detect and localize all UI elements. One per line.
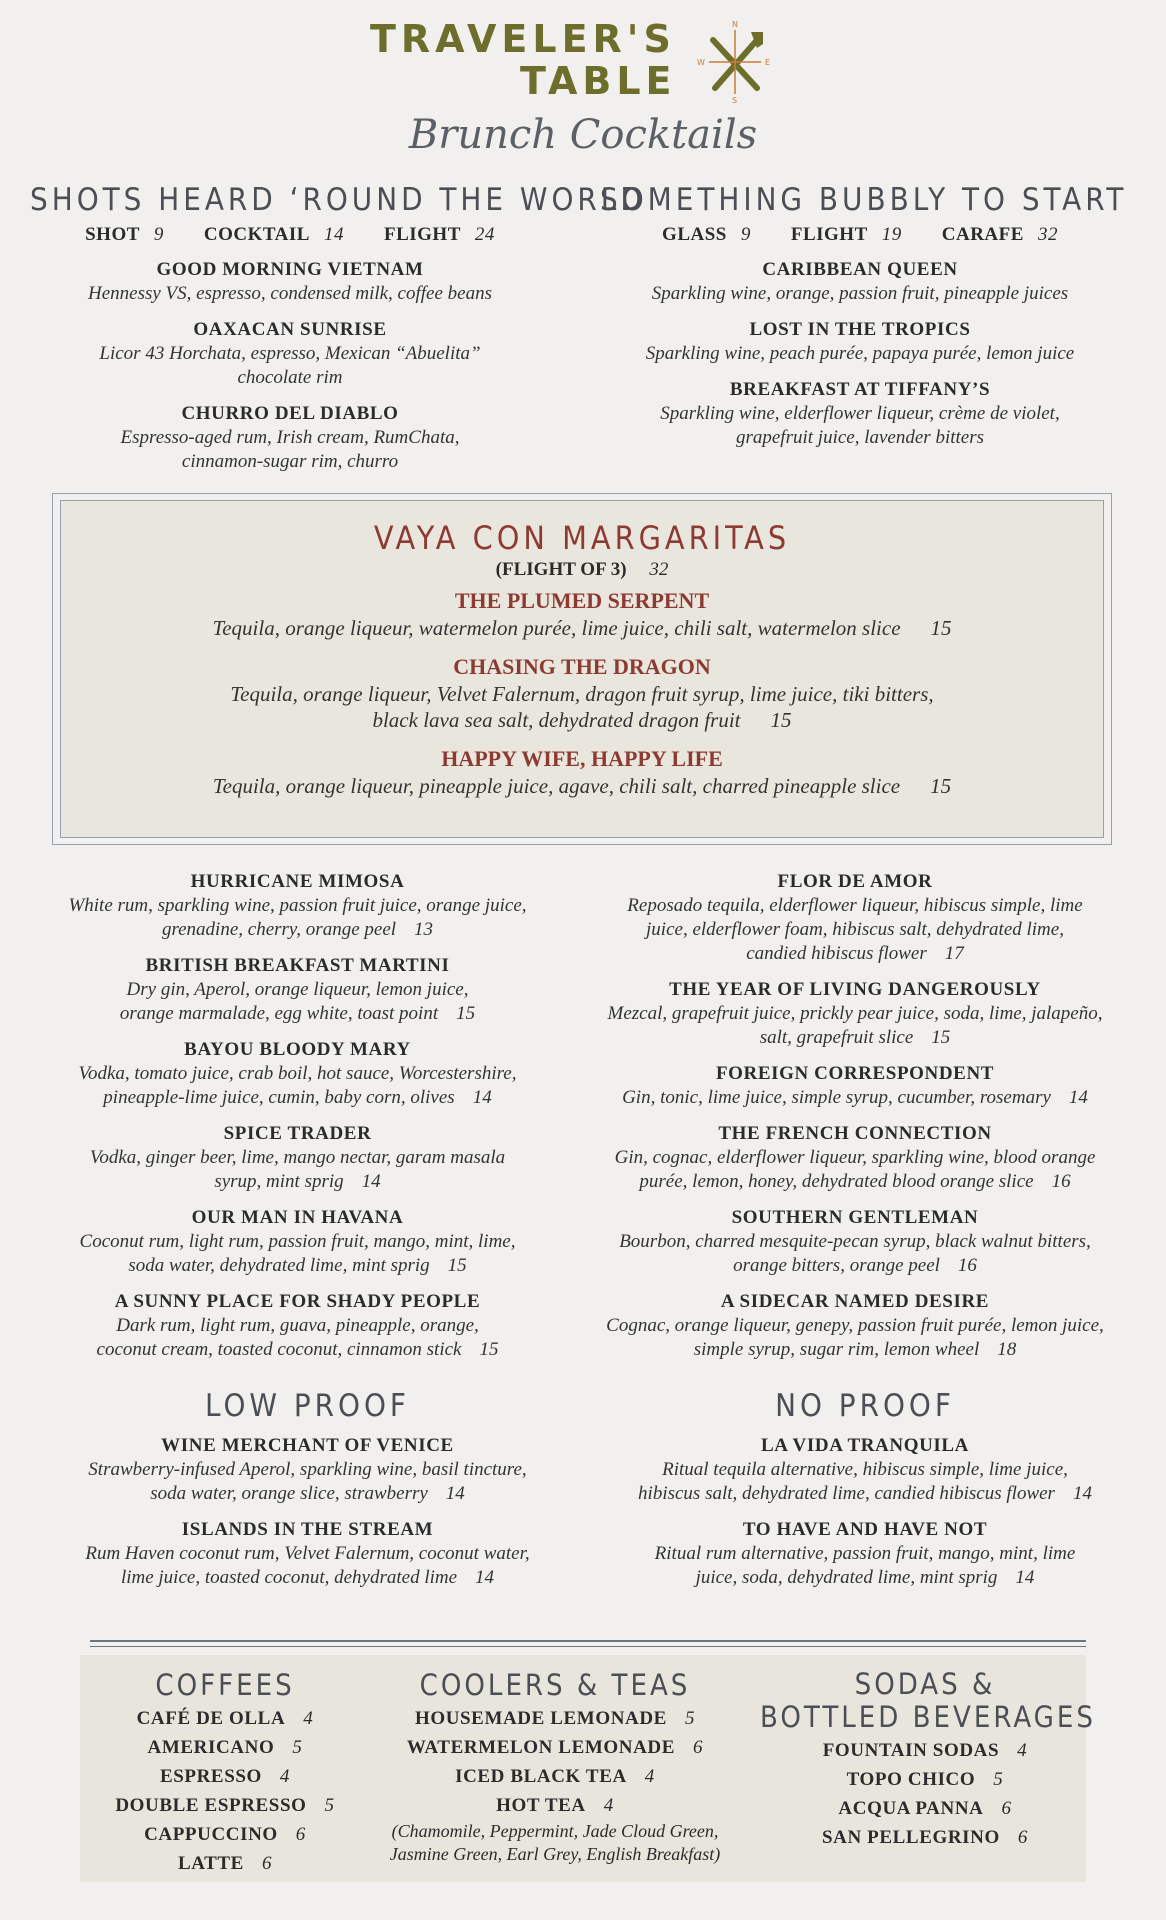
item-name: LA VIDA TRANQUILA [761, 1435, 969, 1456]
coolers-section [345, 1668, 765, 1866]
item-desc: Dry gin, Aperol, orange liqueur, lemon juice, [126, 979, 469, 1000]
item-name: BREAKFAST AT TIFFANY’S [729, 379, 991, 400]
item-desc: salt, grapefruit slice 15 [759, 1027, 951, 1048]
item-desc: grapefruit juice, lavender bitters [735, 427, 984, 448]
item-name: CHASING THE DRAGON [453, 654, 711, 679]
item-name: A SIDECAR NAMED DESIRE [720, 1291, 990, 1312]
shots-heading: SHOTS HEARD ‘ROUND THE WORLD [30, 182, 646, 218]
compass-fork-knife-icon [695, 18, 775, 104]
menu-item [570, 1206, 1140, 1278]
item-name: LOST IN THE TROPICS [749, 319, 971, 340]
brand-line-2: TABLE [520, 59, 677, 103]
item-desc: chocolate rim [237, 367, 343, 388]
item-desc: Sparkling wine, peach purée, papaya purée, lemon juice [645, 343, 1075, 364]
price-flight: FLIGHT 24 [383, 224, 495, 245]
item-desc: Espresso-aged rum, Irish cream, RumChata, [120, 427, 460, 448]
item-desc: pineapple-lime juice, cumin, baby corn, olives 14 [103, 1087, 492, 1108]
item-desc: Licor 43 Horchata, espresso, Mexican “Abuelita” [99, 343, 481, 364]
item-name: CARIBBEAN QUEEN [762, 259, 958, 280]
menu-item [30, 1434, 585, 1506]
item-desc: Sparkling wine, orange, passion fruit, pineapple juices [651, 283, 1069, 304]
bev-item: HOT TEA 4 [496, 1795, 614, 1816]
low-proof-heading: LOW PROOF [205, 1388, 410, 1424]
item-desc: Gin, tonic, lime juice, simple syrup, cucumber, rosemary 14 [622, 1087, 1088, 1108]
item-name: GOOD MORNING VIETNAM [156, 259, 424, 280]
margarita-item [61, 587, 1103, 641]
coffees-section [90, 1668, 360, 1878]
item-desc: black lava sea salt, dehydrated dragon fruit 15 [372, 708, 792, 732]
price-flight: FLIGHT 19 [790, 224, 902, 245]
item-desc: soda water, orange slice, strawberry 14 [150, 1483, 465, 1504]
price-cocktail: COCKTAIL 14 [203, 224, 344, 245]
item-desc: juice, elderflower foam, hibiscus salt, dehydrated lime, [646, 919, 1064, 940]
item-name: SPICE TRADER [223, 1123, 372, 1144]
menu-item [570, 1122, 1140, 1194]
menu-item [20, 1122, 575, 1194]
bubbly-price-row [600, 224, 1120, 246]
brand-line-1: TRAVELER'S [370, 17, 676, 61]
menu-item [570, 870, 1140, 966]
item-desc: grenadine, cherry, orange peel 13 [161, 919, 434, 940]
item-name: SOUTHERN GENTLEMAN [731, 1207, 979, 1228]
item-desc: orange marmalade, egg white, toast point 15 [119, 1003, 476, 1024]
item-name: BAYOU BLOODY MARY [184, 1039, 411, 1060]
bev-item: WATERMELON LEMONADE 6 [406, 1737, 704, 1758]
menu-item [570, 1062, 1140, 1110]
divider-line [90, 1646, 1086, 1647]
menu-item [600, 258, 1120, 306]
item-name: HURRICANE MIMOSA [190, 871, 405, 892]
item-desc: lime juice, toasted coconut, dehydrated lime 14 [120, 1567, 495, 1588]
menu-item [590, 1434, 1140, 1506]
bev-item: FOUNTAIN SODAS 4 [822, 1740, 1028, 1761]
menu-item [20, 954, 575, 1026]
menu-item [30, 1518, 585, 1590]
item-desc: White rum, sparkling wine, passion fruit juice, orange juice, [68, 895, 527, 916]
coffees-heading: COFFEES [155, 1668, 295, 1702]
divider-line [90, 1640, 1086, 1642]
price-carafe: CARAFE 32 [941, 224, 1058, 245]
flight-label: (FLIGHT OF 3) [495, 559, 627, 580]
bev-item: TOPO CHICO 5 [846, 1769, 1004, 1790]
bev-item: DOUBLE ESPRESSO 5 [115, 1795, 335, 1816]
bubbly-section [600, 182, 1128, 462]
page-title: Brunch Cocktails [408, 112, 758, 158]
menu-item [20, 1290, 575, 1362]
item-desc: cinnamon-sugar rim, churro [181, 451, 399, 472]
item-desc: Hennessy VS, espresso, condensed milk, coffee beans [88, 283, 492, 304]
item-desc: Bourbon, charred mesquite-pecan syrup, black walnut bitters, [619, 1231, 1091, 1252]
menu-item [30, 258, 550, 306]
margarita-flight [61, 559, 1103, 581]
margarita-heading: VAYA CON MARGARITAS [373, 519, 791, 557]
item-desc: Reposado tequila, elderflower liqueur, hibiscus simple, lime [627, 895, 1083, 916]
compass-south: S [732, 96, 738, 104]
item-name: HAPPY WIFE, HAPPY LIFE [441, 746, 723, 771]
margarita-panel [60, 500, 1104, 838]
coolers-heading: COOLERS & TEAS [419, 1668, 691, 1702]
item-desc: coconut cream, toasted coconut, cinnamon stick 15 [96, 1339, 499, 1360]
menu-item [20, 870, 575, 942]
menu-item [600, 318, 1120, 366]
bev-item: AMERICANO 5 [147, 1737, 303, 1758]
item-desc: Tequila, orange liqueur, pineapple juice, agave, chili salt, charred pineapple slice 15 [212, 774, 952, 798]
shots-section [30, 182, 646, 486]
item-desc: Ritual rum alternative, passion fruit, mango, mint, lime [654, 1543, 1076, 1564]
cocktails-right [570, 870, 1140, 1374]
bev-item: ICED BLACK TEA 4 [455, 1766, 655, 1787]
item-desc: simple syrup, sugar rim, lemon wheel 18 [693, 1339, 1017, 1360]
brand-logo [370, 18, 790, 103]
sodas-heading: SODAS & [854, 1667, 996, 1701]
menu-item [30, 402, 550, 474]
tea-note: Jasmine Green, Earl Grey, English Breakfast) [389, 1844, 721, 1864]
item-desc: Vodka, ginger beer, lime, mango nectar, garam masala [89, 1147, 506, 1168]
item-name: FLOR DE AMOR [777, 871, 933, 892]
item-desc: Vodka, tomato juice, crab boil, hot sauce, Worcestershire, [78, 1063, 517, 1084]
bev-item: LATTE 6 [177, 1853, 273, 1874]
item-desc: Tequila, orange liqueur, watermelon purée, lime juice, chili salt, watermelon slice 15 [212, 616, 952, 640]
item-name: OUR MAN IN HAVANA [191, 1207, 404, 1228]
item-desc: Dark rum, light rum, guava, pineapple, orange, [116, 1315, 479, 1336]
menu-item [30, 318, 550, 390]
item-desc: Coconut rum, light rum, passion fruit, mango, mint, lime, [79, 1231, 516, 1252]
bev-item: HOUSEMADE LEMONADE 5 [414, 1708, 696, 1729]
item-desc: purée, lemon, honey, dehydrated blood orange slice 16 [639, 1171, 1071, 1192]
item-name: TO HAVE AND HAVE NOT [742, 1519, 988, 1540]
menu-item [570, 1290, 1140, 1362]
item-desc: orange bitters, orange peel 16 [733, 1255, 977, 1276]
bev-item: SAN PELLEGRINO 6 [822, 1827, 1028, 1848]
margarita-item [61, 745, 1103, 799]
low-proof-section [30, 1388, 585, 1602]
menu-item [570, 978, 1140, 1050]
item-name: CHURRO DEL DIABLO [181, 403, 399, 424]
compass-west: W [697, 58, 705, 67]
sodas-heading: BOTTLED BEVERAGES [760, 1700, 1096, 1734]
item-desc: Gin, cognac, elderflower liqueur, sparkling wine, blood orange [614, 1147, 1096, 1168]
price-shot: SHOT 9 [85, 224, 164, 245]
item-desc: soda water, dehydrated lime, mint sprig 15 [128, 1255, 467, 1276]
item-name: THE FRENCH CONNECTION [718, 1123, 992, 1144]
item-name: WINE MERCHANT OF VENICE [161, 1435, 454, 1456]
cocktails-left [20, 870, 575, 1374]
no-proof-section [590, 1388, 1140, 1602]
menu-item [590, 1518, 1140, 1590]
item-desc: Rum Haven coconut rum, Velvet Falernum, coconut water, [85, 1543, 530, 1564]
item-name: BRITISH BREAKFAST MARTINI [145, 955, 450, 976]
margarita-item [61, 653, 1103, 733]
flight-price: 32 [649, 559, 669, 580]
price-glass: GLASS 9 [662, 224, 751, 245]
menu-item [20, 1206, 575, 1278]
item-desc: Cognac, orange liqueur, genepy, passion fruit purée, lemon juice, [606, 1315, 1104, 1336]
item-desc: Tequila, orange liqueur, Velvet Falernum, dragon fruit syrup, lime juice, tiki bitters, [230, 682, 934, 706]
bev-item: ESPRESSO 4 [159, 1766, 291, 1787]
item-desc: Mezcal, grapefruit juice, prickly pear juice, soda, lime, jalapeño, [607, 1003, 1103, 1024]
bev-item: CAFÉ DE OLLA 4 [136, 1708, 314, 1729]
item-name: THE YEAR OF LIVING DANGEROUSLY [669, 979, 1041, 1000]
item-name: FOREIGN CORRESPONDENT [715, 1063, 995, 1084]
item-desc: juice, soda, dehydrated lime, mint sprig 14 [695, 1567, 1035, 1588]
item-desc: Sparkling wine, elderflower liqueur, crème de violet, [660, 403, 1060, 424]
bubbly-heading: SOMETHING BUBBLY TO START [600, 182, 1128, 218]
sodas-section [760, 1667, 1096, 1852]
item-name: ISLANDS IN THE STREAM [181, 1519, 434, 1540]
bev-item: ACQUA PANNA 6 [838, 1798, 1012, 1819]
item-desc: Ritual tequila alternative, hibiscus simple, lime juice, [662, 1459, 1068, 1480]
compass-north: N [732, 20, 738, 29]
item-desc: candied hibiscus flower 17 [746, 943, 964, 964]
item-desc: Strawberry-infused Aperol, sparkling wine, basil tincture, [88, 1459, 527, 1480]
menu-item [600, 378, 1120, 450]
bev-item: CAPPUCCINO 6 [144, 1824, 306, 1845]
shots-price-row [30, 224, 550, 246]
no-proof-heading: NO PROOF [775, 1388, 955, 1424]
item-name: OAXACAN SUNRISE [193, 319, 387, 340]
tea-note: (Chamomile, Peppermint, Jade Cloud Green, [391, 1821, 719, 1841]
menu-item [20, 1038, 575, 1110]
item-name: A SUNNY PLACE FOR SHADY PEOPLE [114, 1291, 481, 1312]
item-name: THE PLUMED SERPENT [454, 588, 710, 613]
item-desc: hibiscus salt, dehydrated lime, candied hibiscus flower 14 [638, 1483, 1092, 1504]
compass-east: E [765, 58, 771, 67]
item-desc: syrup, mint sprig 14 [214, 1171, 381, 1192]
